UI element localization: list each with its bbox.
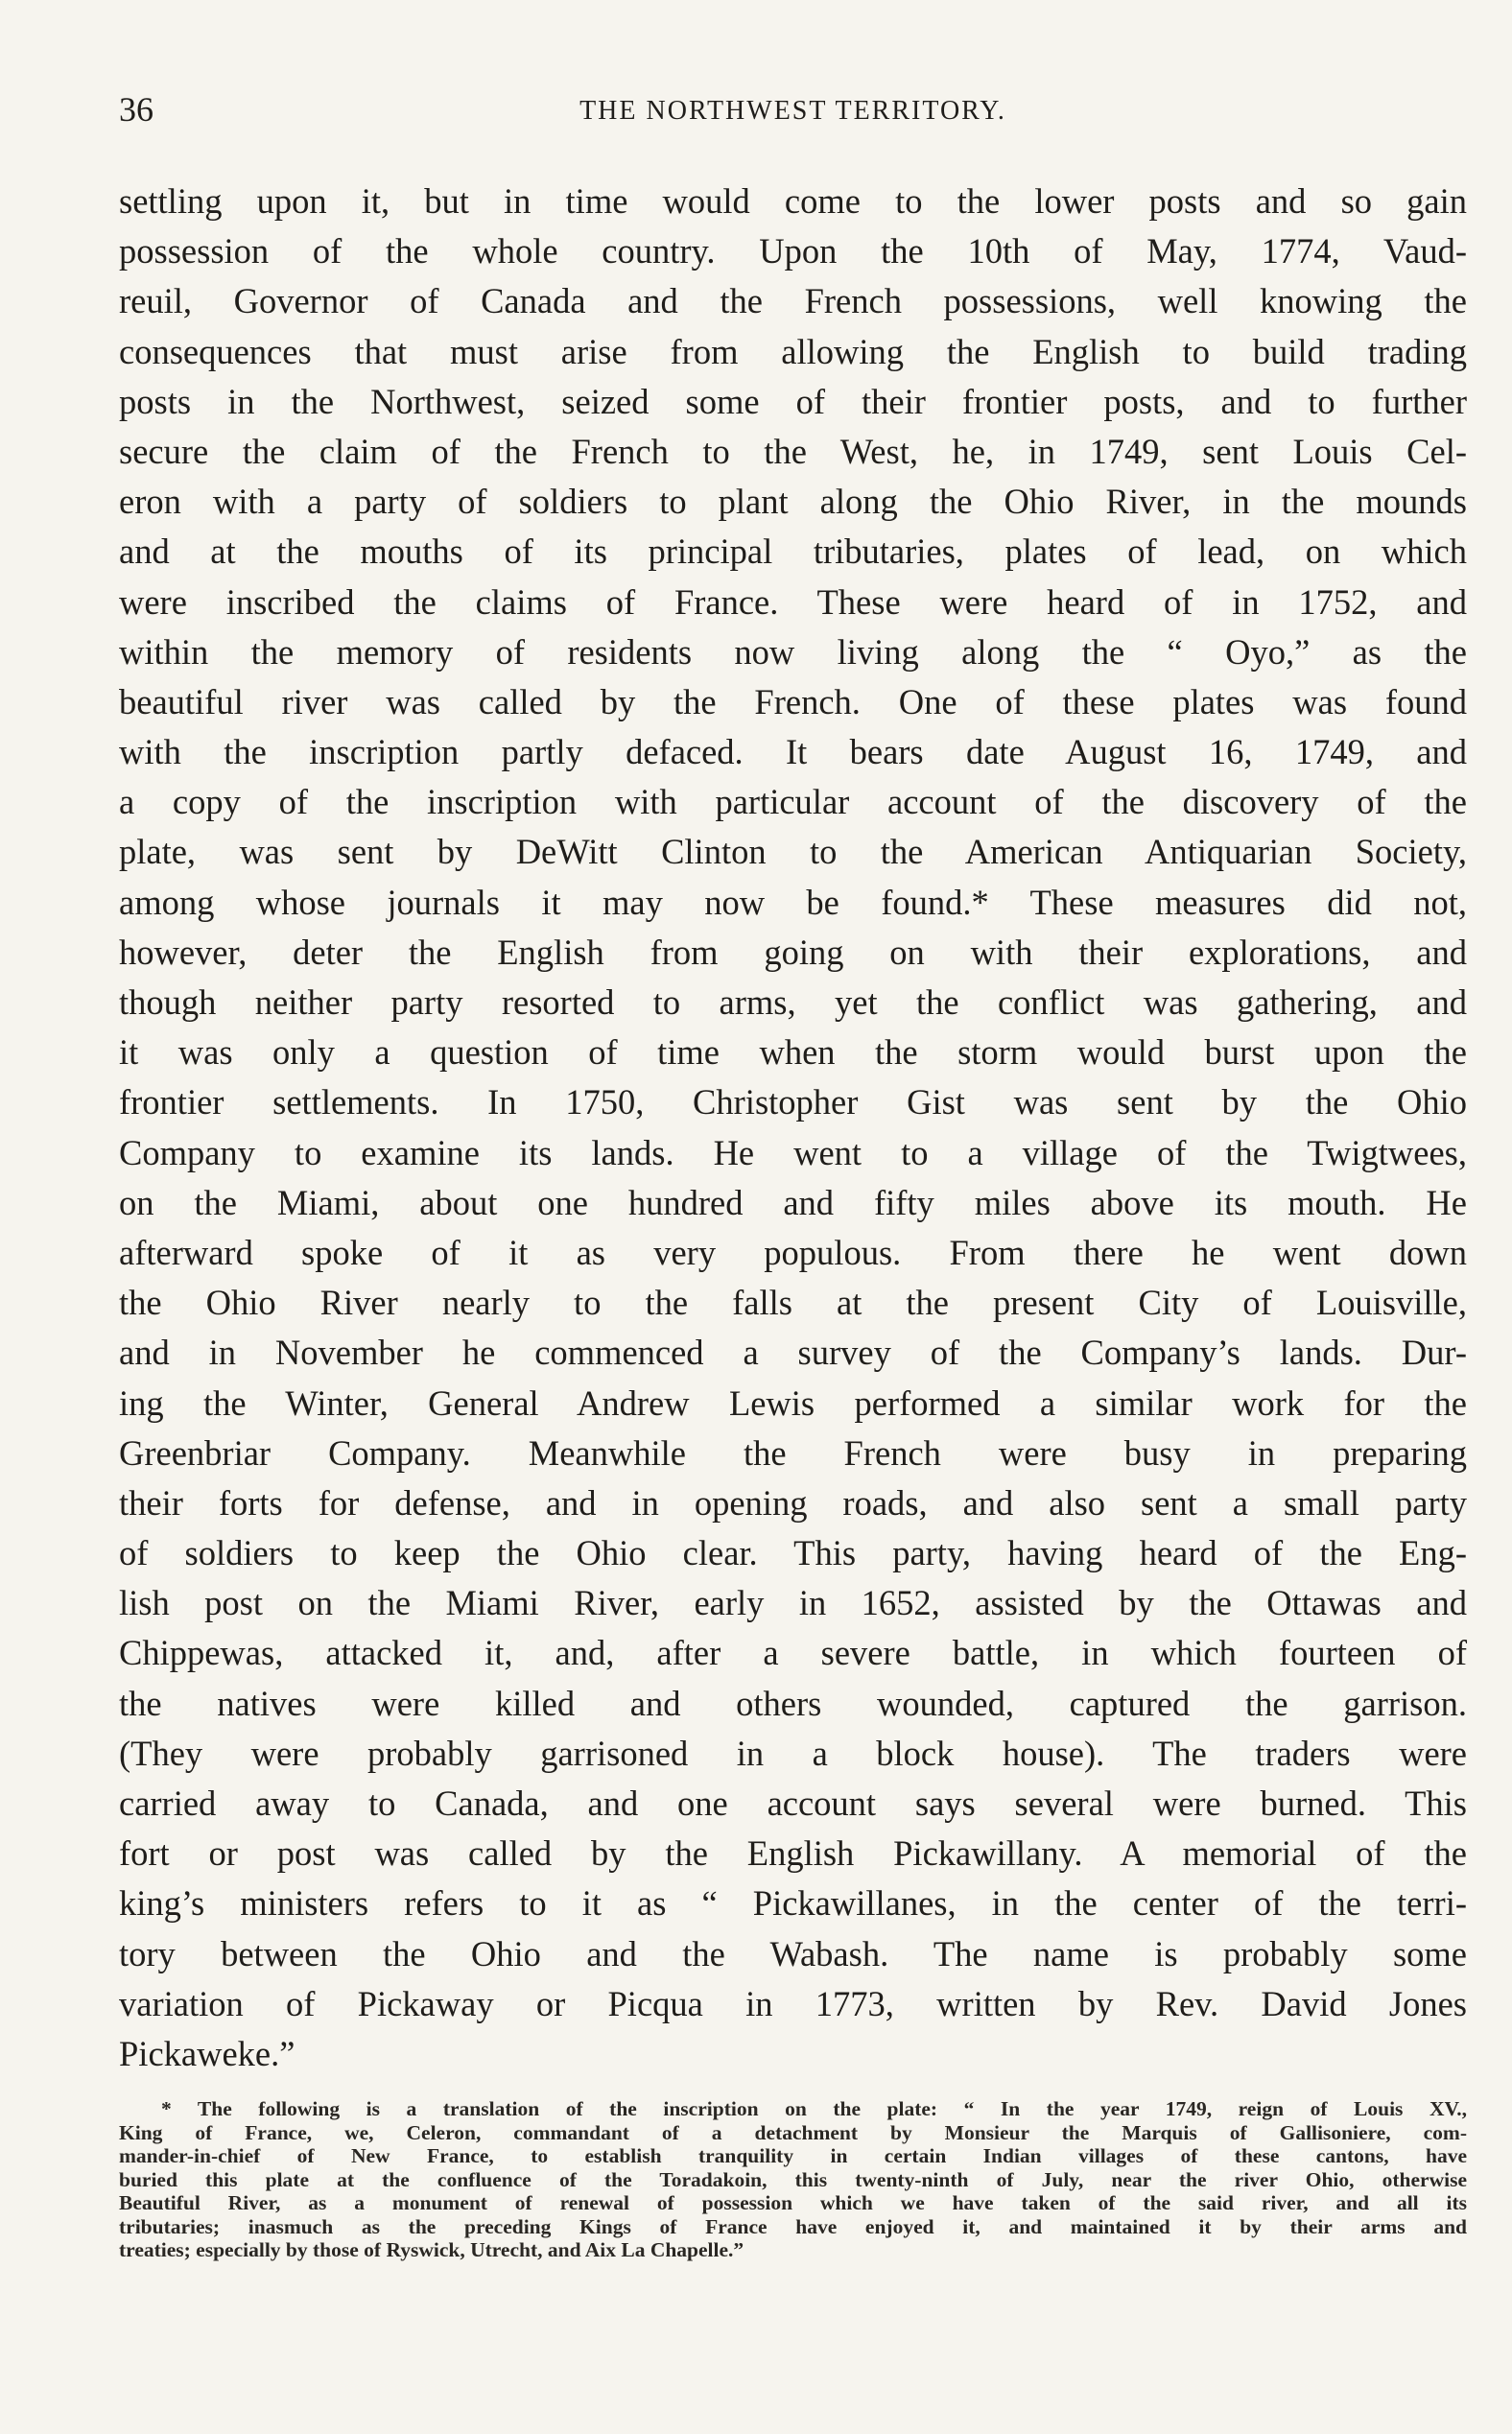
footnote-line: mander-in-chief of New France, to establish tranquility in certain Indian villages of these cantons, have <box>119 2144 1467 2167</box>
running-title: THE NORTHWEST TERRITORY. <box>579 96 1006 126</box>
body-line: with the inscription partly defaced. It bears date August 16, 1749, and <box>119 732 1467 772</box>
body-line: beautiful river was called by the French. One of these plates was found <box>119 681 1467 721</box>
body-line: the Ohio River nearly to the falls at the present City of Louisville, <box>119 1283 1467 1323</box>
body-line: Pickaweke.” <box>119 2033 295 2073</box>
body-line: it was only a question of time when the storm would burst upon the <box>119 1032 1467 1073</box>
body-line: plate, was sent by DeWitt Clinton to the American Antiquarian Society, <box>119 832 1467 872</box>
body-line: Greenbriar Company. Meanwhile the French were busy in preparing <box>119 1432 1467 1473</box>
footnote-line: tributaries; inasmuch as the preceding Kings of France have enjoyed it, and maintained it by their arms and <box>119 2214 1467 2238</box>
body-line: eron with a party of soldiers to plant along the Ohio River, in the mounds <box>119 482 1467 522</box>
body-line: and at the mouths of its principal tributaries, plates of lead, on which <box>119 532 1467 572</box>
footnote-line: * The following is a translation of the inscription on the plate: “ In the year 1749, reign of Louis XV., <box>161 2097 1467 2120</box>
footnote-line: King of France, we, Celeron, commandant of a detachment by Monsieur the Marquis of Gallisoniere, com- <box>119 2120 1467 2144</box>
body-line: fort or post was called by the English Pickawillany. A memorial of the <box>119 1833 1467 1874</box>
body-line: (They were probably garrisoned in a block house). The traders were <box>119 1733 1467 1773</box>
body-line: among whose journals it may now be found.* These measures did not, <box>119 882 1467 922</box>
body-line: posts in the Northwest, seized some of their frontier posts, and to further <box>119 381 1467 421</box>
body-line: Company to examine its lands. He went to a village of the Twigtwees, <box>119 1132 1467 1172</box>
body-line: consequences that must arise from allowing the English to build trading <box>119 331 1467 371</box>
body-line: ing the Winter, General Andrew Lewis performed a similar work for the <box>119 1382 1467 1423</box>
body-line: afterward spoke of it as very populous. From there he went down <box>119 1232 1467 1272</box>
body-line: secure the claim of the French to the West, he, in 1749, sent Louis Cel- <box>119 431 1467 471</box>
body-line: Chippewas, attacked it, and, after a severe battle, in which fourteen of <box>119 1633 1467 1673</box>
body-line: carried away to Canada, and one account says several were burned. This <box>119 1784 1467 1823</box>
body-line: were inscribed the claims of France. These were heard of in 1752, and <box>119 581 1467 622</box>
body-line: variation of Pickaway or Picqua in 1773, written by Rev. David Jones <box>119 1983 1467 2023</box>
body-line: of soldiers to keep the Ohio clear. This party, having heard of the Eng- <box>119 1533 1467 1573</box>
body-line: however, deter the English from going on with their explorations, and <box>119 932 1467 972</box>
footnote-line: treaties; especially by those of Ryswick, Utrecht, and Aix La Chapelle.” <box>119 2238 744 2261</box>
body-line: though neither party resorted to arms, yet the conflict was gathering, and <box>119 982 1467 1022</box>
body-line: frontier settlements. In 1750, Christopher Gist was sent by the Ohio <box>119 1082 1467 1122</box>
body-line: possession of the whole country. Upon the 10th of May, 1774, Vaud- <box>119 231 1467 272</box>
running-header <box>119 88 1467 130</box>
body-line: reuil, Governor of Canada and the French possessions, well knowing the <box>119 281 1467 321</box>
body-line: lish post on the Miami River, early in 1652, assisted by the Ottawas and <box>119 1583 1467 1623</box>
body-line: their forts for defense, and in opening roads, and also sent a small party <box>119 1482 1467 1523</box>
footnote-line: Beautiful River, as a monument of renewal of possession which we have taken of the said river, and all its <box>119 2191 1467 2214</box>
body-line: a copy of the inscription with particular account of the discovery of the <box>119 782 1467 822</box>
body-line: on the Miami, about one hundred and fifty miles above its mouth. He <box>119 1182 1467 1222</box>
body-line: and in November he commenced a survey of the Company’s lands. Dur- <box>119 1333 1467 1373</box>
body-line: within the memory of residents now living along the “ Oyo,” as the <box>119 631 1467 672</box>
body-paragraph <box>119 177 1467 2079</box>
body-line: the natives were killed and others wounded, captured the garrison. <box>119 1683 1467 1723</box>
footnote-line: buried this plate at the confluence of the Toradakoin, this twenty-ninth of July, near the river Ohio, otherwise <box>119 2167 1467 2191</box>
body-line: settling upon it, but in time would come to the lower posts and so gain <box>119 181 1467 221</box>
body-line: tory between the Ohio and the Wabash. The name is probably some <box>119 1933 1467 1973</box>
page-number: 36 <box>119 90 154 129</box>
footnote <box>119 2097 1467 2262</box>
body-line: king’s ministers refers to it as “ Pickawillanes, in the center of the terri- <box>119 1883 1467 1924</box>
